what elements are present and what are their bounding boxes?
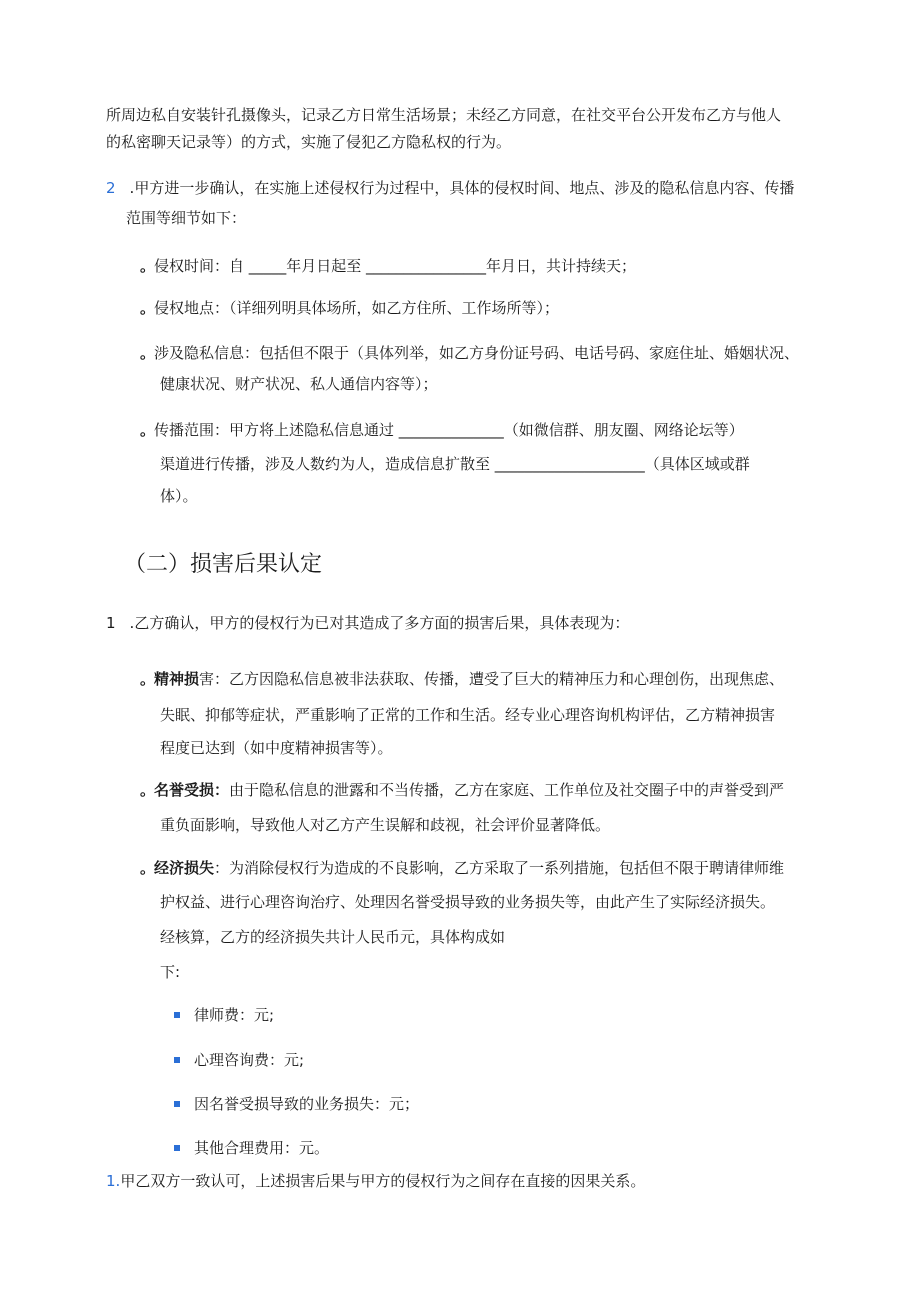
damage-mental-line-3: 程度已达到（如中度精神损害等）。 — [160, 739, 393, 757]
cost-item: 律师费：元; — [194, 1006, 275, 1024]
detail-info-line-2: 健康状况、财产状况、私人通信内容等）； — [160, 375, 438, 393]
damage-mental-title-tail: 害 — [199, 670, 215, 688]
damage-economic-text: ：为消除侵权行为造成的不良影响，乙方采取了一系列措施，包括但不限于聘请律师维 — [214, 859, 785, 877]
bullet-icon: 。 — [140, 299, 156, 317]
damage-economic-line-2: 护权益、进行心理咨询治疗、处理因名誉受损导致的业务损失等，由此产生了实际经济损失。 — [160, 893, 776, 911]
bullet-icon: 。 — [140, 859, 156, 877]
item-1-text: .乙方确认，甲方的侵权行为已对其造成了多方面的损害后果，具体表现为： — [129, 614, 630, 632]
item-2-line-1 — [106, 177, 794, 199]
damage-mental-line-2: 失眠、抑郁等症状，严重影响了正常的工作和生活。经专业心理咨询机构评估，乙方精神损害 — [160, 706, 776, 724]
detail-info — [140, 342, 799, 364]
detail-place-text: 侵权地点：（详细列明具体场所，如乙方住所、工作场所等）； — [154, 299, 560, 317]
detail-time — [140, 255, 636, 277]
damage-economic-title: 经济损失 — [154, 859, 215, 877]
item-2-line-2: 范围等细节如下： — [126, 209, 247, 227]
damage-economic-line-4: 下: — [160, 963, 181, 981]
bullet-icon: 。 — [140, 781, 156, 799]
detail-spread-line-2: 渠道进行传播，涉及人数约为人，造成信息扩散至 ____________________（具体区域或群 — [160, 455, 750, 473]
square-bullet-icon — [174, 1145, 180, 1151]
item-1-number: 1 — [106, 614, 116, 632]
bullet-icon: 。 — [140, 670, 156, 688]
bullet-icon: 。 — [140, 421, 156, 439]
detail-info-text: 涉及隐私信息：包括但不限于（具体列举，如乙方身份证号码、电话号码、家庭住址、婚姻状况、 — [154, 344, 800, 362]
detail-time-text: 侵权时间：自 _____年月日起至 ________________年月日，共计持续天； — [154, 257, 637, 275]
damage-mental — [140, 668, 784, 690]
square-bullet-icon — [174, 1057, 180, 1063]
detail-place — [140, 297, 559, 319]
damage-economic-line-3: 经核算，乙方的经济损失共计人民币元，具体构成如 — [160, 928, 506, 946]
damage-mental-title: 精神损 — [154, 670, 200, 688]
closing-number: 1. — [106, 1172, 121, 1190]
bullet-icon: 。 — [140, 344, 156, 362]
item-2-text: .甲方进一步确认，在实施上述侵权行为过程中，具体的侵权时间、地点、涉及的隐私信息内容、传播 — [129, 179, 795, 197]
square-bullet-icon — [174, 1012, 180, 1018]
cost-item: 其他合理费用：元。 — [194, 1139, 330, 1157]
cost-item: 心理咨询费：元; — [194, 1051, 305, 1069]
square-bullet-icon — [174, 1101, 180, 1107]
bullet-icon: 。 — [140, 257, 156, 275]
detail-spread — [140, 419, 744, 441]
cost-item: 因名誉受损导致的业务损失：元； — [194, 1095, 420, 1113]
detail-spread-text: 传播范围：甲方将上述隐私信息通过 ______________（如微信群、朋友圈、网络论坛等） — [154, 421, 744, 439]
intro-line-2: 的私密聊天记录等）的方式，实施了侵犯乙方隐私权的行为。 — [106, 133, 512, 151]
damage-reputation — [140, 779, 784, 801]
item-1 — [106, 612, 629, 634]
closing-line — [106, 1170, 645, 1192]
damage-economic — [140, 857, 784, 879]
intro-line-1: 所周边私自安装针孔摄像头，记录乙方日常生活场景；未经乙方同意，在社交平台公开发布乙方与他人 — [106, 106, 782, 124]
detail-spread-line-3: 体）。 — [160, 487, 198, 505]
closing-text: 甲乙双方一致认可，上述损害后果与甲方的侵权行为之间存在直接的因果关系。 — [120, 1172, 646, 1190]
damage-reputation-text: 由于隐私信息的泄露和不当传播，乙方在家庭、工作单位及社交圈子中的声誉受到严 — [229, 781, 785, 799]
item-2-number: 2 — [106, 179, 116, 197]
section-heading: （二）损害后果认定 — [124, 552, 323, 577]
damage-mental-text: ：乙方因隐私信息被非法获取、传播，遭受了巨大的精神压力和心理创伤，出现焦虑、 — [214, 670, 785, 688]
damage-reputation-line-2: 重负面影响，导致他人对乙方产生误解和歧视，社会评价显著降低。 — [160, 816, 611, 834]
damage-reputation-title: 名誉受损： — [154, 781, 230, 799]
